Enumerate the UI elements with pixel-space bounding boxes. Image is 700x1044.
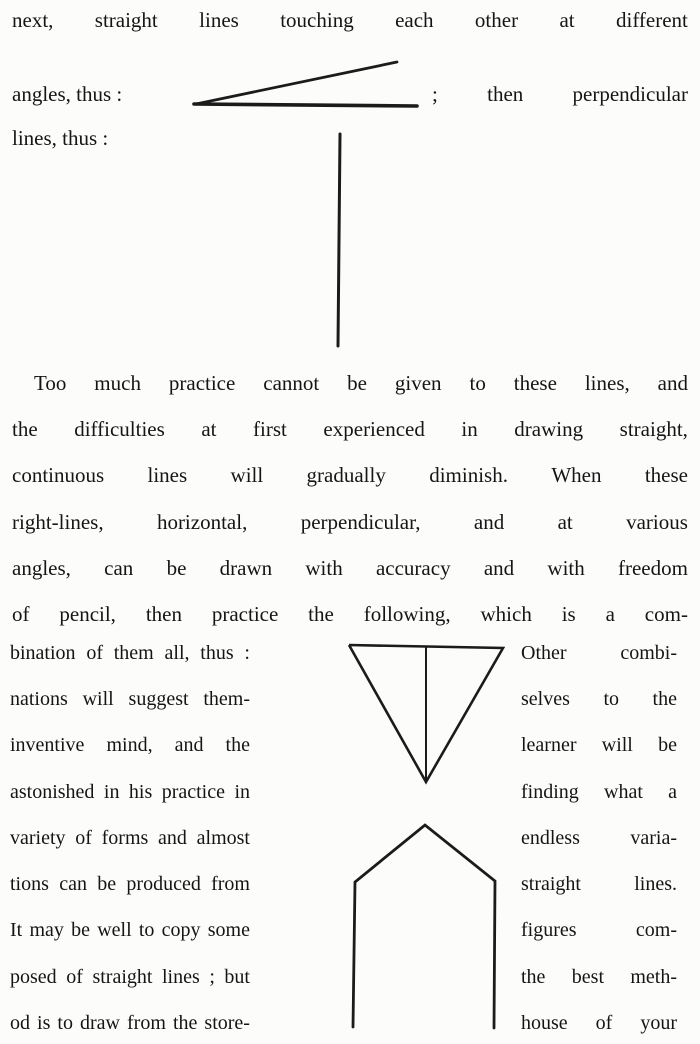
paragraph2-line: right-lines, horizontal, perpendicular, and at various xyxy=(12,509,688,534)
paragraph1-line1: next, straight lines touching each other at different xyxy=(12,8,688,32)
right-column-line: house of your xyxy=(521,1012,677,1035)
right-column xyxy=(521,630,677,1044)
left-column-line: posed of straight lines ; but xyxy=(10,965,250,988)
paragraph1-line2-left: angles, thus : xyxy=(12,82,123,106)
right-column-line: straight lines. xyxy=(521,873,677,896)
acute-angle-lines-figure xyxy=(183,48,429,112)
paragraph2-line: Too much practice cannot be given to these lines, and xyxy=(34,370,688,395)
paragraph2-line: angles, can be drawn with accuracy and with freedom xyxy=(12,555,688,580)
left-column-line: nations will suggest them- xyxy=(10,687,250,710)
left-column-line: astonished in his practice in xyxy=(10,780,250,803)
right-column-line: selves to the xyxy=(521,687,677,710)
paragraph2-line: continuous lines will gradually diminish. When these xyxy=(12,463,688,488)
paragraph2-line: the difficulties at first experienced in drawing straight, xyxy=(12,416,688,441)
left-column xyxy=(10,630,250,1044)
left-column-line: tions can be produced from xyxy=(10,873,250,896)
right-column-line: figures com- xyxy=(521,919,677,942)
left-column-line: variety of forms and almost xyxy=(10,826,250,849)
left-column-line: inventive mind, and the xyxy=(10,734,250,757)
right-column-line: the best meth- xyxy=(521,965,677,988)
house-pentagon-figure xyxy=(345,815,503,1044)
paragraph1-line3: lines, thus : xyxy=(12,126,109,150)
paragraph2-line: of pencil, then practice the following, which is a com- xyxy=(12,602,688,627)
inverted-triangle-figure xyxy=(341,635,511,789)
left-column-line: od is to draw from the store- xyxy=(10,1012,250,1035)
right-column-line: Other combi- xyxy=(521,641,677,664)
perpendicular-line-figure xyxy=(331,131,347,351)
paragraph1-line2-right: ; then perpendicular xyxy=(432,82,688,106)
paragraph2 xyxy=(12,360,688,638)
right-column-line: endless varia- xyxy=(521,826,677,849)
left-column-line: bination of them all, thus : xyxy=(10,641,250,664)
right-column-line: learner will be xyxy=(521,734,677,757)
right-column-line: finding what a xyxy=(521,780,677,803)
left-column-line: It may be well to copy some xyxy=(10,919,250,942)
